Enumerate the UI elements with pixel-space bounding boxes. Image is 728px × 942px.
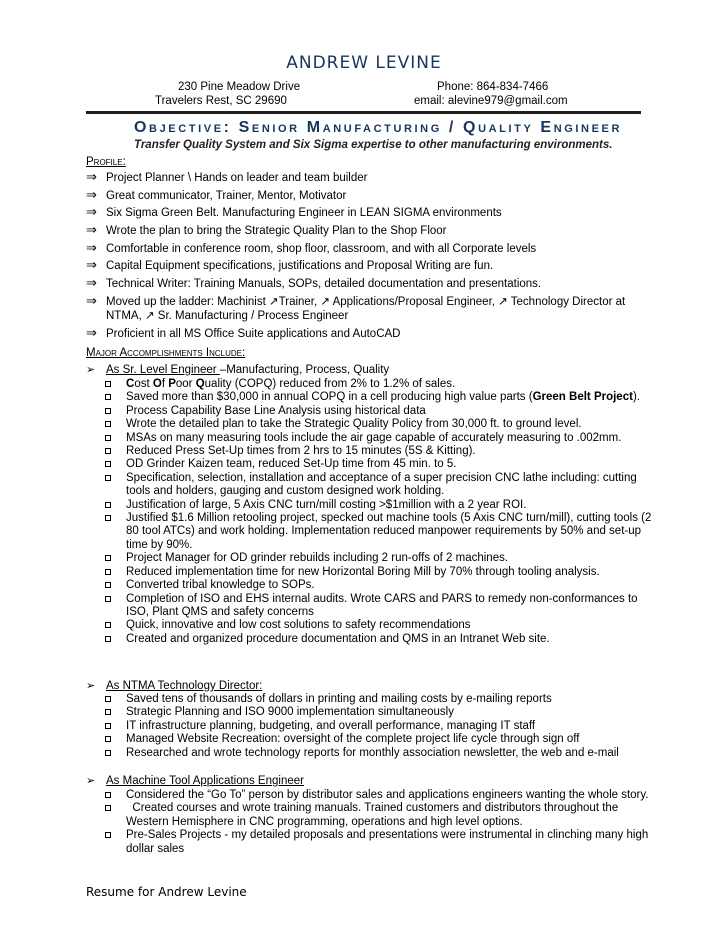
role-heading: ➢ As NTMA Technology Director:	[86, 680, 263, 692]
list-item: ⇒ Technical Writer: Training Manuals, SOPs, detailed documentation and presentations.	[86, 275, 542, 291]
implies-arrow-icon: ⇒	[86, 239, 97, 255]
implies-arrow-icon: ⇒	[86, 324, 97, 340]
accomplishments-heading: Major Accomplishments Include:	[86, 347, 246, 359]
list-item: Saved more than $30,000 in annual COPQ in a cell producing high value parts (Green Belt Project).	[103, 391, 658, 404]
list-item: Created and organized procedure documentation and QMS in an Intranet Web site.	[103, 633, 658, 646]
list-item: Completion of ISO and EHS internal audits. Wrote CARS and PARS to remedy non-conformances to ISO, Plant QMS and safety concerns	[103, 593, 658, 620]
list-item: ⇒ Proficient in all MS Office Suite applications and AutoCAD	[86, 324, 401, 340]
list-item: Strategic Planning and ISO 9000 implementation simultaneously	[103, 706, 658, 719]
profile-heading: Profile:	[86, 156, 126, 168]
address-line-2: Travelers Rest, SC 29690	[155, 95, 287, 107]
email: email: alevine979@gmail.com	[414, 95, 568, 107]
list-item: Researched and wrote technology reports for monthly association newsletter, the web and e-mail	[103, 747, 658, 760]
square-bullet-icon	[105, 805, 111, 811]
square-bullet-icon	[105, 750, 111, 756]
role-3-list	[103, 789, 658, 856]
square-bullet-icon	[105, 569, 111, 575]
square-bullet-icon	[105, 435, 111, 441]
list-item: IT infrastructure planning, budgeting, and overall performance, managing IT staff	[103, 720, 658, 733]
objective-title: Objective: Senior Manufacturing / Quality Engineer	[134, 119, 623, 136]
list-item: Project Manager for OD grinder rebuilds including 2 run-offs of 2 machines.	[103, 552, 658, 565]
role-heading: ➢ As Sr. Level Engineer –Manufacturing, Process, Quality	[86, 364, 390, 376]
page-footer: Resume for Andrew Levine	[86, 885, 247, 899]
list-item: Quick, innovative and low cost solutions to safety recommendations	[103, 619, 658, 632]
square-bullet-icon	[105, 461, 111, 467]
square-bullet-icon	[105, 736, 111, 742]
list-item: MSAs on many measuring tools include the air gage capable of accurately measuring to .002mm.	[103, 432, 658, 445]
list-item: Converted tribal knowledge to SOPs.	[103, 579, 658, 592]
square-bullet-icon	[105, 555, 111, 561]
square-bullet-icon	[105, 381, 111, 387]
list-item: Justified $1.6 Million retooling project, specked out machine tools (5 Axis CNC turn/mill), cutting tools (2 80 tool ATCs) and work holding. Implementation reduced manpower requirements by 50% and set-up time by 90%.	[103, 512, 658, 552]
role-heading: ➢ As Machine Tool Applications Engineer	[86, 775, 304, 787]
square-bullet-icon	[105, 448, 111, 454]
square-bullet-icon	[105, 723, 111, 729]
role-2-list	[103, 693, 658, 760]
list-item: ⇒ Wrote the plan to bring the Strategic Quality Plan to the Shop Floor	[86, 222, 447, 238]
list-item: Reduced Press Set-Up times from 2 hrs to 15 minutes (5S & Kitting).	[103, 445, 658, 458]
list-item: Wrote the detailed plan to take the Strategic Quality Policy from 30,000 ft. to ground level.	[103, 418, 658, 431]
square-bullet-icon	[105, 475, 111, 481]
profile-list	[86, 171, 656, 344]
list-item: ⇒ Comfortable in conference room, shop floor, classroom, and with all Corporate levels	[86, 239, 537, 255]
square-bullet-icon	[105, 394, 111, 400]
list-item: Specification, selection, installation and acceptance of a super precision CNC lathe including: cutting tools and holders, gauging and custom designed work holding.	[103, 472, 658, 499]
role-1-list	[103, 378, 658, 646]
implies-arrow-icon: ⇒	[86, 169, 97, 184]
implies-arrow-icon: ⇒	[86, 204, 97, 220]
square-bullet-icon	[105, 636, 111, 642]
square-bullet-icon	[105, 696, 111, 702]
square-bullet-icon	[105, 582, 111, 588]
list-item: Justification of large, 5 Axis CNC turn/mill costing >$1million with a 2 year ROI.	[103, 499, 658, 512]
implies-arrow-icon: ⇒	[86, 186, 97, 202]
square-bullet-icon	[105, 622, 111, 628]
square-bullet-icon	[105, 792, 111, 798]
objective-subtitle: Transfer Quality System and Six Sigma expertise to other manufacturing environments.	[134, 139, 613, 151]
candidate-name: ANDREW LEVINE	[286, 53, 442, 73]
list-item: Created courses and wrote training manuals. Trained customers and distributors throughout the Western Hemisphere in CNC programming, operations and high level options.	[103, 802, 658, 829]
list-item: Process Capability Base Line Analysis using historical data	[103, 405, 658, 418]
square-bullet-icon	[105, 502, 111, 508]
list-item: ⇒ Capital Equipment specifications, justifications and Proposal Writing are fun.	[86, 257, 494, 273]
arrowhead-bullet-icon: ➢	[86, 775, 96, 787]
square-bullet-icon	[105, 596, 111, 602]
square-bullet-icon	[105, 709, 111, 715]
square-bullet-icon	[105, 408, 111, 414]
phone: Phone: 864-834-7466	[437, 81, 549, 93]
list-item: Saved tens of thousands of dollars in printing and mailing costs by e-mailing reports	[103, 693, 658, 706]
list-item: ⇒ Great communicator, Trainer, Mentor, Motivator	[86, 186, 347, 202]
list-item: Managed Website Recreation: oversight of the complete project life cycle through sign off	[103, 733, 658, 746]
implies-arrow-icon: ⇒	[86, 275, 97, 291]
list-item: ⇒ Project Planner \ Hands on leader and team builder	[86, 169, 368, 184]
list-item: OD Grinder Kaizen team, reduced Set-Up time from 45 min. to 5.	[103, 458, 658, 471]
list-item: Pre-Sales Projects - my detailed proposals and presentations were instrumental in clinching many high dollar sales	[103, 829, 658, 856]
list-item: ⇒ Six Sigma Green Belt. Manufacturing Engineer in LEAN SIGMA environments	[86, 204, 502, 220]
square-bullet-icon	[105, 421, 111, 427]
list-item: Considered the “Go To” person by distributor sales and applications engineers wanting the whole story.	[103, 789, 658, 802]
list-item: Cost Of Poor Quality (COPQ) reduced from 2% to 1.2% of sales.	[103, 378, 658, 391]
implies-arrow-icon: ⇒	[86, 257, 97, 273]
implies-arrow-icon: ⇒	[86, 292, 97, 308]
square-bullet-icon	[105, 832, 111, 838]
header-divider	[86, 111, 641, 114]
arrowhead-bullet-icon: ➢	[86, 680, 96, 692]
arrowhead-bullet-icon: ➢	[86, 364, 96, 376]
list-item: Reduced implementation time for new Horizontal Boring Mill by 70% through tooling analysis.	[103, 566, 658, 579]
implies-arrow-icon: ⇒	[86, 222, 97, 238]
list-item: ⇒ Moved up the ladder: Machinist ↗Trainer, ↗ Applications/Proposal Engineer, ↗ Technology Director at NTMA, ↗ Sr. Manufacturing / Process Engineer	[86, 292, 626, 322]
square-bullet-icon	[105, 515, 111, 521]
address-line-1: 230 Pine Meadow Drive	[178, 81, 301, 93]
